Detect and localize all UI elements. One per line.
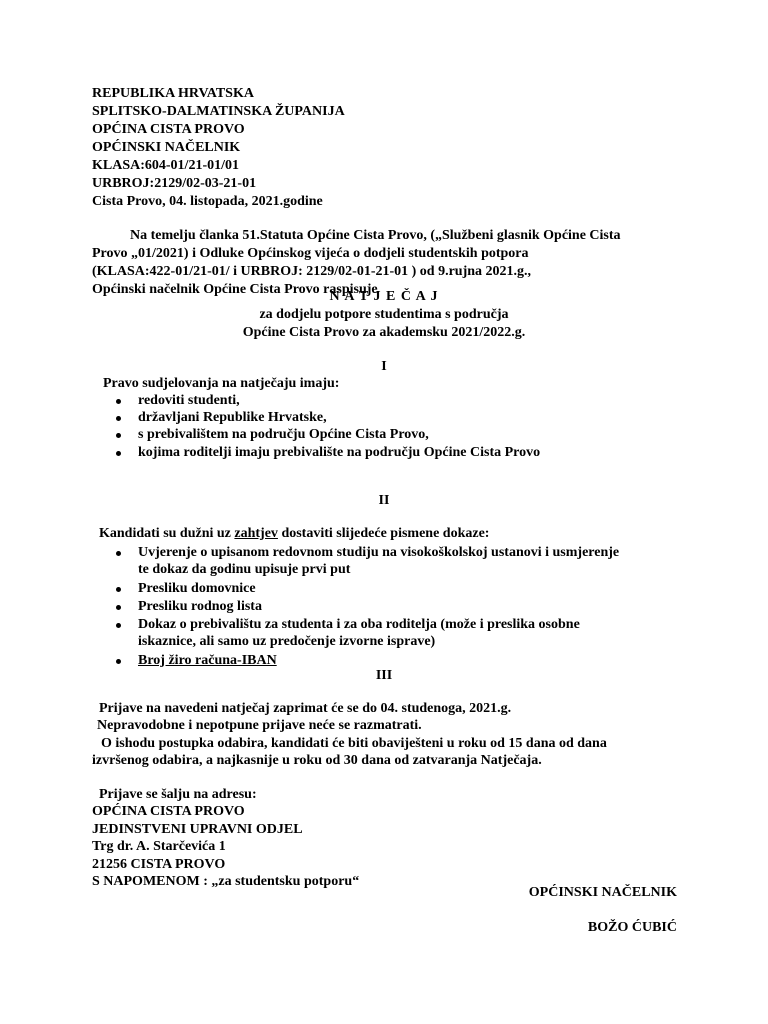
- title-subtitle: Općine Cista Provo za akademsku 2021/2022.g.: [242, 325, 526, 340]
- bullet-icon: [116, 399, 121, 404]
- title-main: N A T J E Č A J: [329, 289, 439, 304]
- intro-line: Provo „01/2021) i Odluke Općinskog vijeća o dodjeli studentskih potpora: [92, 246, 529, 261]
- list-item-continuation: te dokaz da godinu upisuje prvi put: [138, 562, 351, 577]
- address-line: JEDINSTVENI UPRAVNI ODJEL: [92, 822, 303, 837]
- bullet-icon: [116, 551, 121, 556]
- bullet-icon: [116, 587, 121, 592]
- zahtjev-link: zahtjev: [234, 526, 278, 541]
- paragraph-line: izvršenog odabira, a najkasnije u roku od 30 dana od zatvaranja Natječaja.: [92, 753, 542, 768]
- paragraph-line: O ishodu postupka odabira, kandidati će biti obaviješteni u roku od 15 dana od dana: [101, 736, 607, 751]
- bullet-icon: [116, 659, 121, 664]
- intro-line: Na temelju članka 51.Statuta Općine Cista Provo, („Službeni glasnik Općine Cista: [130, 228, 621, 243]
- list-item: kojima roditelji imaju prebivalište na području Općine Cista Provo: [138, 445, 541, 460]
- signature-name: BOŽO ĆUBIĆ: [587, 920, 677, 935]
- bullet-icon: [116, 605, 121, 610]
- section-lead-part: Kandidati su dužni uz: [99, 526, 235, 541]
- list-item: Uvjerenje o upisanom redovnom studiju na visokoškolskoj ustanovi i usmjerenje: [138, 545, 620, 560]
- section-lead: [99, 525, 489, 543]
- header-republic: REPUBLIKA HRVATSKA: [92, 86, 254, 101]
- list-item: Dokaz o prebivalištu za studenta i za oba roditelja (može i preslika osobne: [138, 617, 580, 632]
- header-klasa: KLASA:604-01/21-01/01: [92, 158, 239, 173]
- section-numeral: I: [381, 359, 387, 374]
- header-mayor: OPĆINSKI NAČELNIK: [92, 140, 241, 155]
- address-note: S NAPOMENOM : „za studentsku potporu“: [92, 874, 360, 889]
- list-item-iban: Broj žiro računa-IBAN: [138, 653, 277, 668]
- header-county: SPLITSKO-DALMATINSKA ŽUPANIJA: [92, 104, 345, 119]
- signature-role: OPĆINSKI NAČELNIK: [528, 885, 677, 900]
- title-subtitle: za dodjelu potpore studentima s područja: [259, 307, 509, 322]
- address-line: Trg dr. A. Starčevića 1: [92, 839, 226, 854]
- list-item: državljani Republike Hrvatske,: [138, 410, 327, 425]
- list-item: s prebivalištem na području Općine Cista Provo,: [138, 427, 429, 442]
- list-item: redoviti studenti,: [138, 393, 240, 408]
- paragraph-line: Prijave na navedeni natječaj zaprimat će se do 04. studenoga, 2021.g.: [99, 701, 512, 716]
- section-lead-part: dostaviti slijedeće pismene dokaze:: [277, 526, 490, 541]
- section-numeral: II: [378, 493, 390, 508]
- bullet-icon: [116, 623, 121, 628]
- list-item: Presliku domovnice: [138, 581, 256, 596]
- bullet-icon: [116, 451, 121, 456]
- header-municipality: OPĆINA CISTA PROVO: [92, 122, 245, 137]
- bullet-icon: [116, 433, 121, 438]
- list-item-continuation: iskaznice, ali samo uz predočenje izvorne isprave): [138, 634, 436, 649]
- address-lead: Prijave se šalju na adresu:: [99, 787, 257, 802]
- address-line: 21256 CISTA PROVO: [92, 857, 226, 872]
- header-date: Cista Provo, 04. listopada, 2021.godine: [92, 194, 323, 209]
- section-numeral: III: [375, 668, 393, 683]
- intro-line: (KLASA:422-01/21-01/ i URBROJ: 2129/02-01-21-01 ) od 9.rujna 2021.g.,: [92, 264, 532, 279]
- list-item: Presliku rodnog lista: [138, 599, 262, 614]
- intro-line: Općinski načelnik Općine Cista Provo raspisuje: [92, 282, 378, 297]
- bullet-icon: [116, 416, 121, 421]
- header-urbroj: URBROJ:2129/02-03-21-01: [92, 176, 257, 191]
- section-lead: Pravo sudjelovanja na natječaju imaju:: [103, 376, 340, 391]
- paragraph-line: Nepravodobne i nepotpune prijave neće se razmatrati.: [97, 718, 422, 733]
- address-line: OPĆINA CISTA PROVO: [92, 804, 245, 819]
